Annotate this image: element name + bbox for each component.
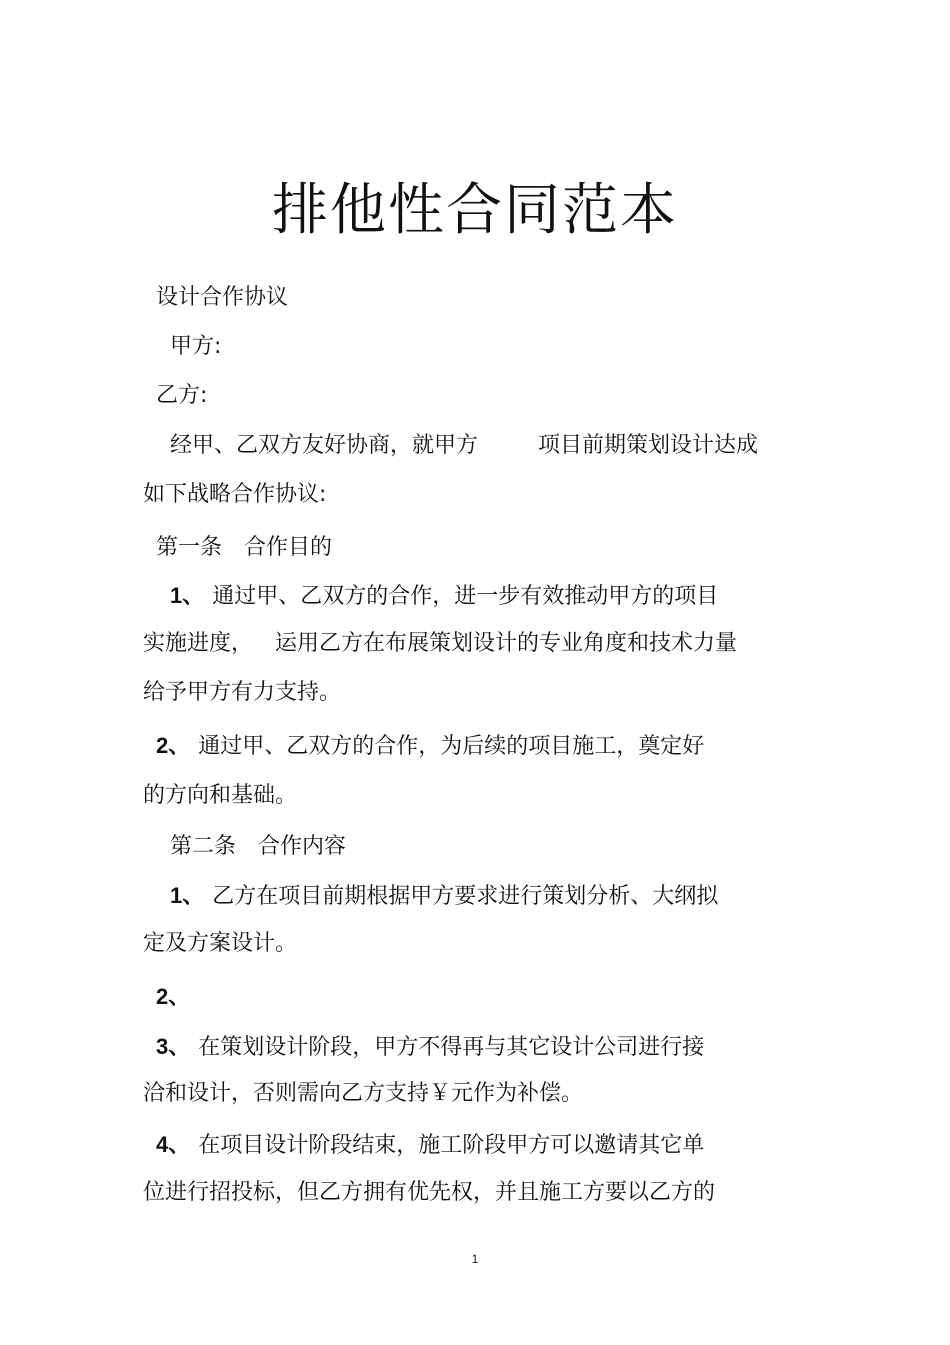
item-text: 通过甲、乙双方的合作，为后续的项目施工，奠定好 xyxy=(198,734,705,759)
document-title: 排他性合同范本 xyxy=(272,178,678,243)
intro-line-2: 如下战略合作协议: xyxy=(143,482,327,507)
article-1-item-1-line-3: 给予甲方有力支持。 xyxy=(143,680,342,705)
item-number: 1、 xyxy=(170,583,205,608)
article-2-heading xyxy=(170,832,346,862)
intro-text-a: 经甲、乙双方友好协商，就甲方 xyxy=(170,433,479,458)
article-2-item-1-line-2: 定及方案设计。 xyxy=(143,931,298,956)
item-number: 2、 xyxy=(156,984,191,1009)
item-number: 3、 xyxy=(156,1034,191,1059)
article-1-item-1-line-1 xyxy=(170,581,718,612)
item-number: 2、 xyxy=(156,733,191,758)
item-text-b: 运用乙方在布展策划设计的专业角度和技术力量 xyxy=(275,631,738,656)
article-2-title: 合作内容 xyxy=(258,834,347,859)
article-2-item-2 xyxy=(156,982,190,1013)
article-2-item-4-line-2: 位进行招投标，但乙方拥有优先权，并且施工方要以乙方的 xyxy=(143,1180,716,1205)
article-2-item-1-line-1 xyxy=(170,881,718,912)
item-number: 4、 xyxy=(156,1132,191,1157)
party-a: 甲方: xyxy=(170,334,222,359)
party-b: 乙方: xyxy=(156,383,208,408)
article-1-heading xyxy=(156,533,332,563)
item-number: 1、 xyxy=(170,883,205,908)
article-1-label: 第一条 xyxy=(156,535,223,560)
item-text: 乙方在项目前期根据甲方要求进行策划分析、大纲拟 xyxy=(212,884,719,909)
article-1-title: 合作目的 xyxy=(244,535,333,560)
item-text: 在项目设计阶段结束，施工阶段甲方可以邀请其它单 xyxy=(198,1133,705,1158)
article-1-item-2-line-1 xyxy=(156,731,704,762)
item-text: 通过甲、乙双方的合作，进一步有效推动甲方的项目 xyxy=(212,584,719,609)
item-text-a: 实施进度， xyxy=(143,631,254,656)
article-1-item-2-line-2: 的方向和基础。 xyxy=(143,783,298,808)
article-2-item-4-line-1 xyxy=(156,1130,704,1161)
intro-line-1 xyxy=(170,431,758,461)
article-2-item-3-line-1 xyxy=(156,1032,704,1063)
item-text: 在策划设计阶段，甲方不得再与其它设计公司进行接 xyxy=(198,1035,705,1060)
article-2-item-3-line-2: 洽和设计，否则需向乙方支持￥元作为补偿。 xyxy=(143,1081,584,1106)
subtitle: 设计合作协议 xyxy=(156,285,289,310)
intro-text-b: 项目前期策划设计达成 xyxy=(538,433,759,458)
page-number: 1 xyxy=(471,1252,479,1266)
article-2-label: 第二条 xyxy=(170,834,237,859)
article-1-item-1-line-2 xyxy=(143,629,737,659)
